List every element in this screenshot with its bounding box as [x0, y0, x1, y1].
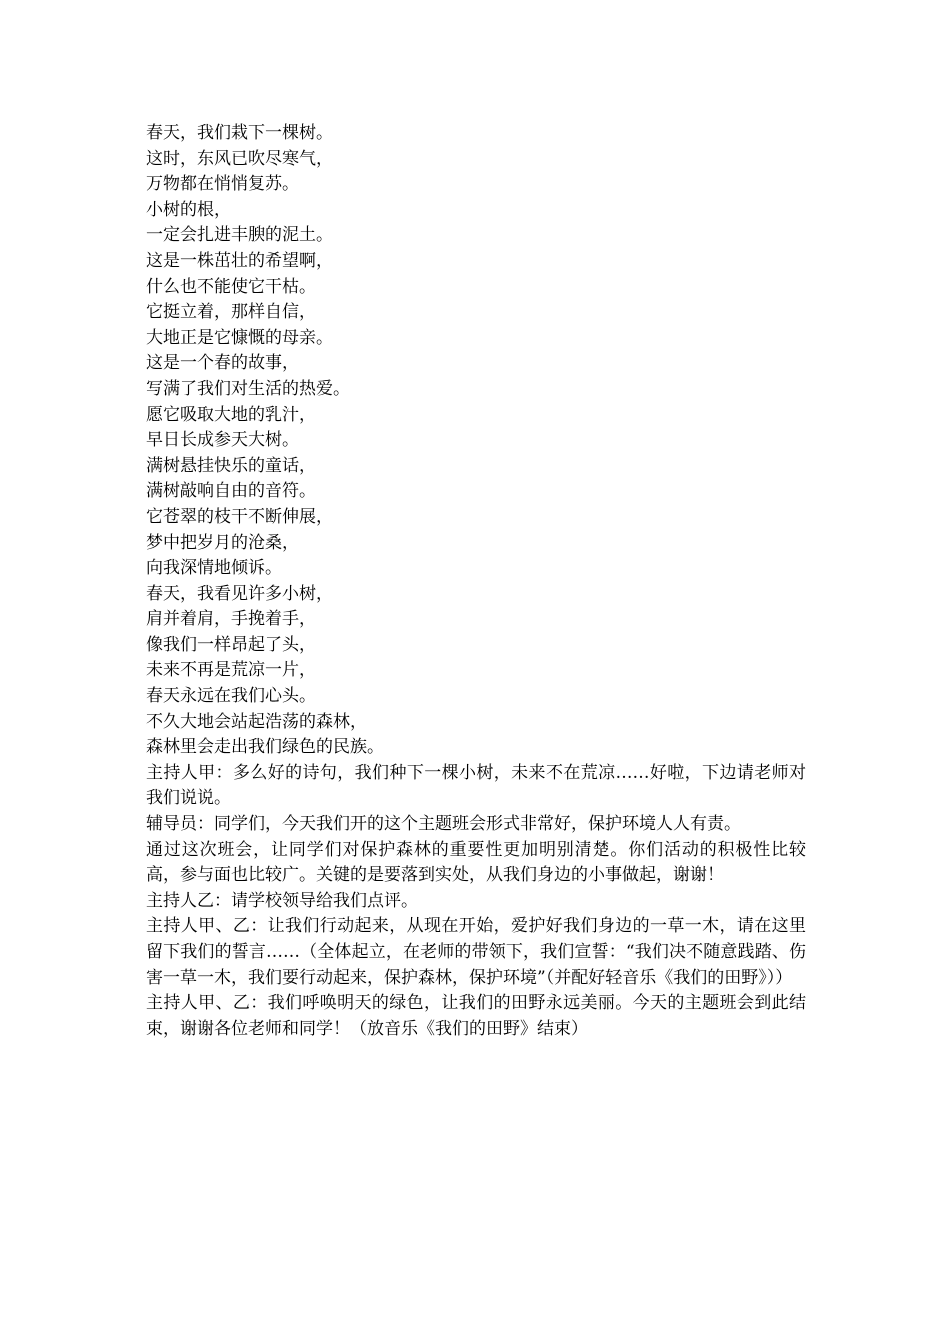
poem-line: 什么也不能使它干枯。 [146, 276, 316, 297]
dialogue [146, 761, 806, 1043]
poem-line: 向我深情地倾诉。 [146, 558, 282, 579]
paragraph: 主持人乙：请学校领导给我们点评。 [146, 890, 418, 911]
poem-line: 春天，我看见许多小树， [146, 583, 333, 604]
paragraph: 辅导员：同学们，今天我们开的这个主题班会形式非常好，保护环境人人有责。 [146, 814, 741, 835]
poem-line: 不久大地会站起浩荡的森林， [146, 711, 367, 732]
poem-line: 这是一株茁壮的希望啊， [146, 250, 333, 271]
poem-line: 像我们一样昂起了头， [146, 634, 316, 655]
poem-line: 未来不再是荒凉一片， [146, 660, 316, 681]
poem-line: 一定会扎进丰腴的泥土。 [146, 225, 333, 246]
poem-line: 春天永远在我们心头。 [146, 686, 316, 707]
poem-line: 肩并着肩，手挽着手， [146, 609, 316, 630]
poem-line: 早日长成参天大树。 [146, 430, 299, 451]
poem-line: 小树的根， [146, 199, 231, 220]
poem-line: 愿它吸取大地的乳汁， [146, 404, 316, 425]
poem-line: 满树悬挂快乐的童话， [146, 455, 316, 476]
paragraph: 主持人甲：多么好的诗句，我们种下一棵小树，未来不在荒凉……好啦，下边请老师对我们说说。 [146, 762, 806, 809]
paragraph: 通过这次班会，让同学们对保护森林的重要性更加明别清楚。你们活动的积极性比较高，参与面也比较广。关键的是要落到实处，从我们身边的小事做起，谢谢！ [146, 839, 806, 886]
poem-line: 它苍翠的枝干不断伸展， [146, 506, 333, 527]
poem-line: 这时，东风已吹尽寒气， [146, 148, 333, 169]
poem-line: 万物都在悄悄复苏。 [146, 174, 299, 195]
poem-line: 满树敲响自由的音符。 [146, 481, 316, 502]
poem-line: 写满了我们对生活的热爱。 [146, 378, 350, 399]
paragraph: 主持人甲、乙：让我们行动起来，从现在开始，爱护好我们身边的一草一木，请在这里留下我们的誓言……（全体起立，在老师的带领下，我们宣誓：“我们决不随意践踏、伤害一草一木，我们要行动起来，保护森林，保护环境”（并配好轻音乐《我们的田野》）） [146, 916, 806, 988]
poem-line: 森林里会走出我们绿色的民族。 [146, 737, 384, 758]
poem-line: 它挺立着，那样自信， [146, 302, 316, 323]
paragraph: 主持人甲、乙：我们呼唤明天的绿色，让我们的田野永远美丽。今天的主题班会到此结束，谢谢各位老师和同学！（放音乐《我们的田野》结束） [146, 993, 806, 1039]
poem-line: 这是一个春的故事， [146, 353, 299, 374]
poem-line: 春天，我们栽下一棵树。 [146, 123, 333, 143]
poem-line: 大地正是它慷慨的母亲。 [146, 327, 333, 348]
document-body [146, 121, 806, 1042]
poem-line: 梦中把岁月的沧桑， [146, 532, 299, 553]
poem [146, 121, 806, 761]
